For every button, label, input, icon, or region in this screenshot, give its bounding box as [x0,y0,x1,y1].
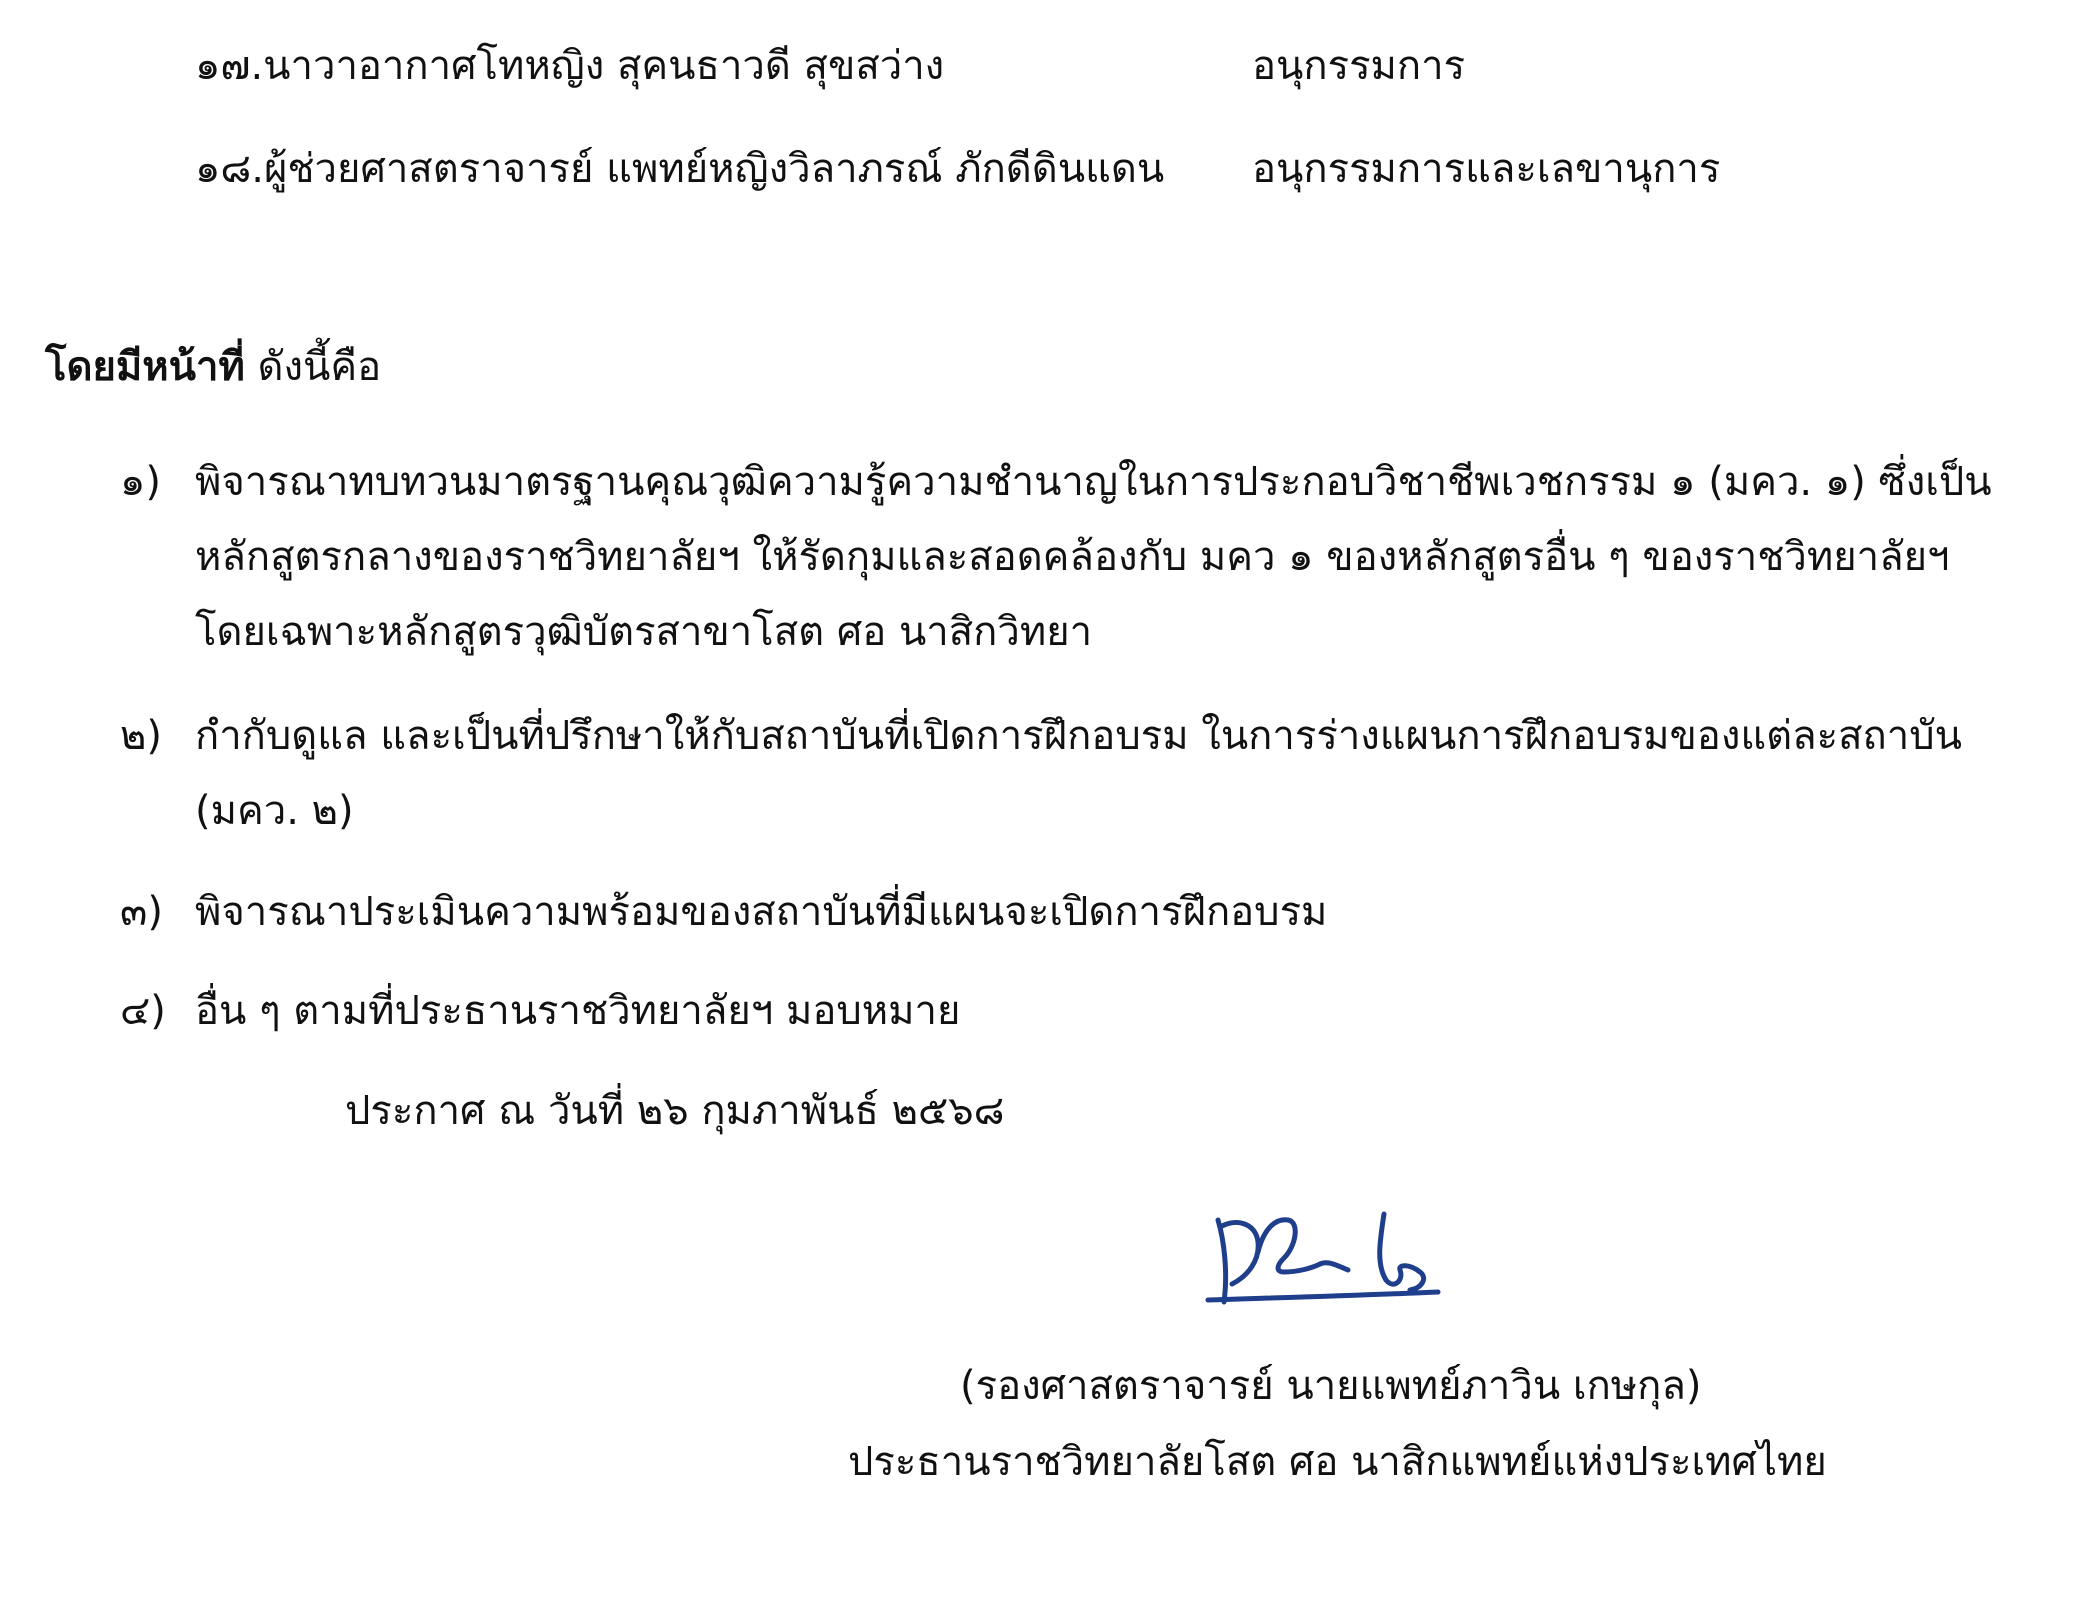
duties-heading [45,343,381,391]
duty-item-1-line-2: หลักสูตรกลางของราชวิทยาลัยฯ ให้รัดกุมและสอดคล้องกับ มคว ๑ ของหลักสูตรอื่น ๆ ของราชวิทยาลัยฯ [195,534,1950,580]
member-17-role: อนุกรรมการ [1252,43,1466,89]
duty-item-3-line-1: พิจารณาประเมินความพร้อมของสถาบันที่มีแผนจะเปิดการฝึกอบรม [195,889,1328,935]
duty-item-1-line-1: พิจารณาทบทวนมาตรฐานคุณวุฒิความรู้ความชำนาญในการประกอบวิชาชีพเวชกรรม ๑ (มคว. ๑) ซึ่งเป็น [195,459,1992,505]
duty-item-1-line-3: โดยเฉพาะหลักสูตรวุฒิบัตรสาขาโสต ศอ นาสิกวิทยา [195,609,1093,655]
announcement-date: ประกาศ ณ วันที่ ๒๖ กุมภาพันธ์ ๒๕๖๘ [345,1088,1005,1134]
duties-heading-rest: ดังนี้คือ [244,344,382,390]
member-18-name: ๑๘.ผู้ช่วยศาสตราจารย์ แพทย์หญิงวิลาภรณ์ ภักดีดินแดน [195,146,1165,192]
duty-item-2-line-2: (มคว. ๒) [195,788,354,834]
signatory-title: ประธานราชวิทยาลัยโสต ศอ นาสิกแพทย์แห่งประเทศไทย [848,1439,1827,1485]
duty-item-1-number: ๑) [120,459,161,505]
duty-item-4-line-1: อื่น ๆ ตามที่ประธานราชวิทยาลัยฯ มอบหมาย [195,988,961,1034]
duty-item-2-line-1: กำกับดูแล และเป็นที่ปรึกษาให้กับสถาบันที่เปิดการฝึกอบรม ในการร่างแผนการฝึกอบรมของแต่ละสถาบัน [195,713,1962,759]
signatory-name: (รองศาสตราจารย์ นายแพทย์ภาวิน เกษกุล) [960,1363,1702,1409]
duties-heading-bold: โดยมีหน้าที่ [45,344,245,390]
signature-image [1188,1180,1468,1330]
duty-item-4-number: ๔) [120,988,166,1034]
duty-item-2-number: ๒) [120,713,162,759]
member-17-name: ๑๗.นาวาอากาศโทหญิง สุคนธาวดี สุขสว่าง [195,43,945,89]
member-18-role: อนุกรรมการและเลขานุการ [1252,146,1721,192]
duty-item-3-number: ๓) [120,889,163,935]
